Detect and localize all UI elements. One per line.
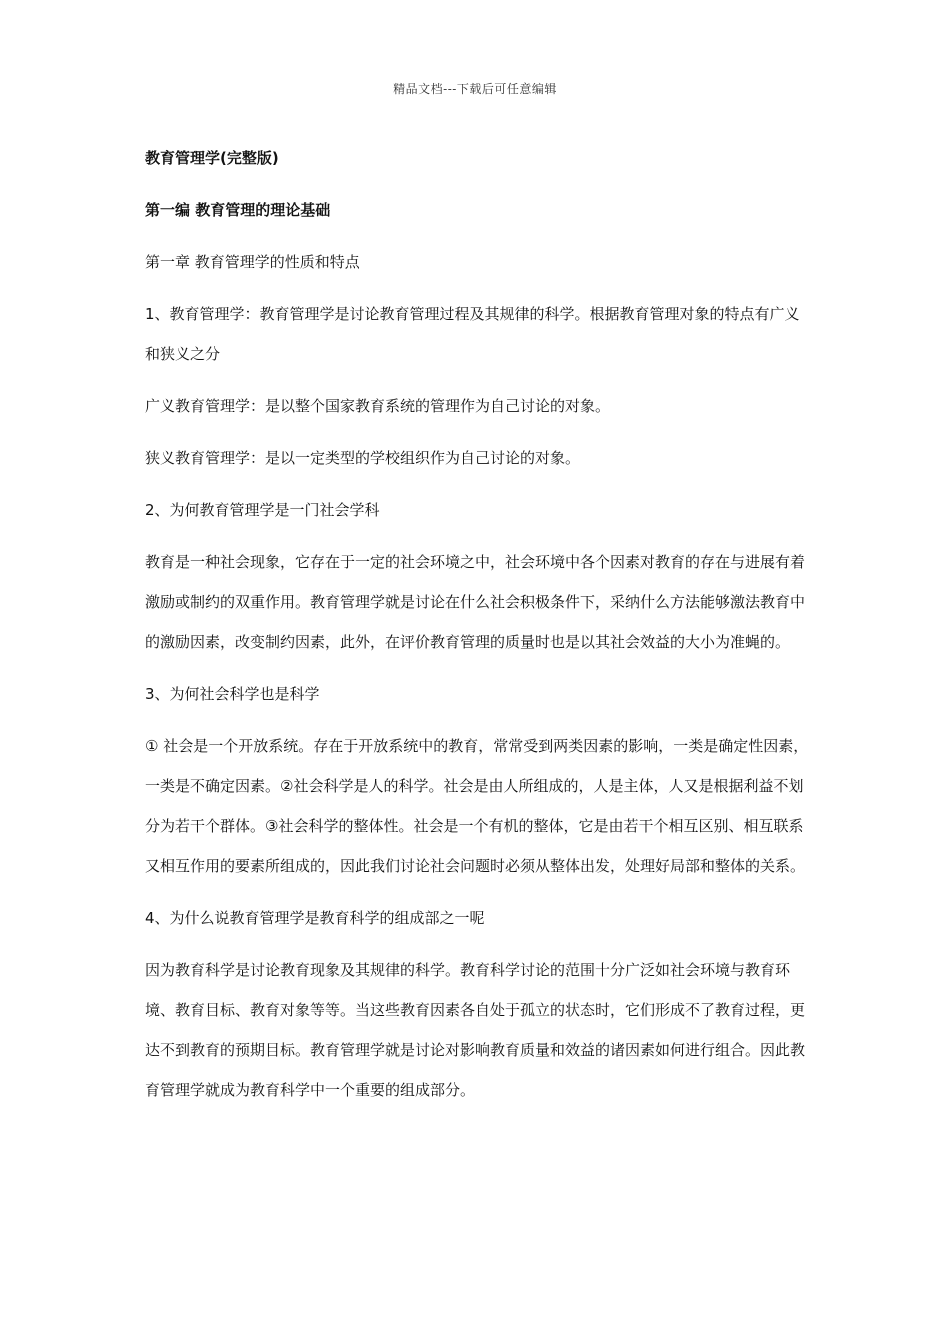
document-body — [145, 138, 810, 1110]
paragraph-3: 狭义教育管理学：是以一定类型的学校组织作为自己讨论的对象。 — [145, 449, 581, 467]
paragraph-7: ① 社会是一个开放系统。存在于开放系统中的教育，常常受到两类因素的影响，一类是确定性因素，一类是不确定因素。②社会科学是人的科学。社会是由人所组成的，人是主体，人又是根据利益不划分为若干个群体。③社会科学的整体性。社会是一个有机的整体，它是由若干个相互区别、相互联系又相互作用的要素所组成的，因此我们讨论社会问题时必须从整体出发，处理好局部和整体的关系。 — [145, 737, 809, 875]
page-header: 精品文档---下载后可任意编辑 — [393, 82, 557, 96]
paragraph-4: 2、为何教育管理学是一门社会学科 — [145, 501, 380, 519]
paragraph-1: 1、教育管理学：教育管理学是讨论教育管理过程及其规律的科学。根据教育管理对象的特点有广义和狭义之分 — [145, 305, 800, 363]
document-title: 教育管理学(完整版) — [145, 149, 279, 167]
paragraph-9: 因为教育科学是讨论教育现象及其规律的科学。教育科学讨论的范围十分广泛如社会环境与教育环境、教育目标、教育对象等等。当这些教育因素各自处于孤立的状态时，它们形成不了教育过程，更达不到教育的预期目标。教育管理学就是讨论对影响教育质量和效益的诸因素如何进行组合。因此教育管理学就成为教育科学中一个重要的组成部分。 — [145, 961, 806, 1099]
paragraph-2: 广义教育管理学：是以整个国家教育系统的管理作为自己讨论的对象。 — [145, 397, 611, 415]
paragraph-6: 3、为何社会科学也是科学 — [145, 685, 320, 703]
part-heading: 第一编 教育管理的理论基础 — [145, 201, 331, 219]
chapter-heading: 第一章 教育管理学的性质和特点 — [145, 253, 360, 271]
paragraph-8: 4、为什么说教育管理学是教育科学的组成部之一呢 — [145, 909, 485, 927]
paragraph-5: 教育是一种社会现象，它存在于一定的社会环境之中，社会环境中各个因素对教育的存在与进展有着激励或制约的双重作用。教育管理学就是讨论在什么社会积极条件下，采纳什么方法能够激法教育中的激励因素，改变制约因素，此外，在评价教育管理的质量时也是以其社会效益的大小为准蝇的。 — [145, 553, 806, 651]
